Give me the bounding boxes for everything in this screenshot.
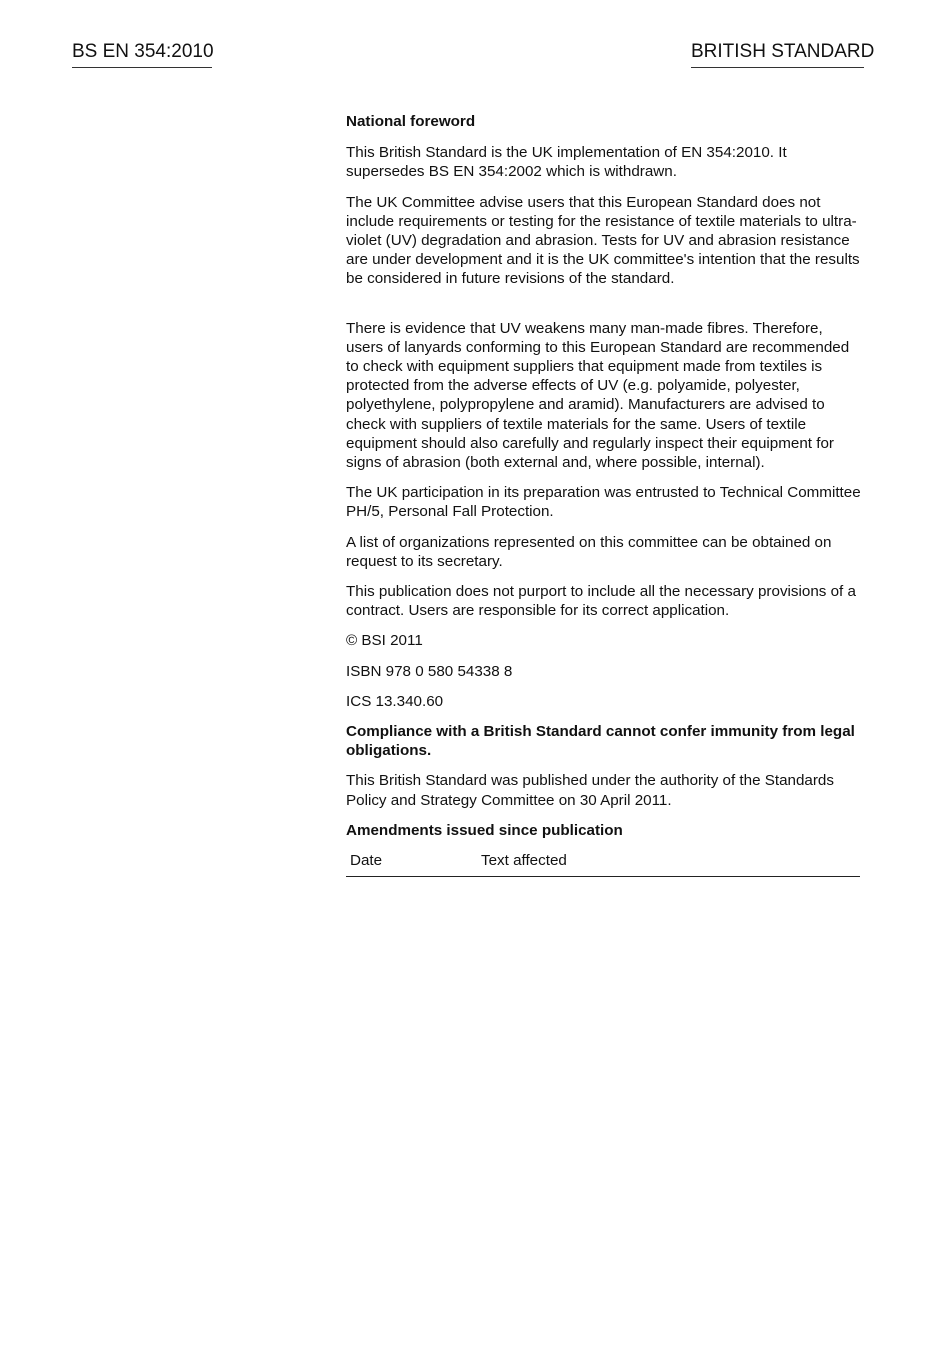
compliance-notice: Compliance with a British Standard cannot confer immunity from legal obligations. [346, 723, 855, 760]
paragraph-uv-advice: The UK Committee advise users that this European Standard does not include requirements or testing for the resistance of textile materials to ultra-violet (UV) degradation and abrasion. Tests for UV and abrasion resistance are under development and it is the UK committee's intention that the results be considered in future revisions of the standard. [346, 193, 860, 288]
column-header-date: Date [346, 847, 477, 877]
paragraph-organizations: A list of organizations represented on this committee can be obtained on request to its secretary. [346, 533, 832, 570]
paragraph-committee: The UK participation in its preparation was entrusted to Technical Committee PH/5, Personal Fall Protection. [346, 484, 861, 521]
paragraph-implementation: This British Standard is the UK implementation of EN 354:2010. It supersedes BS EN 354:2002 which is withdrawn. [346, 144, 787, 181]
copyright: © BSI 2011 [346, 632, 423, 650]
amendments-header-row [346, 847, 860, 877]
ics-code: ICS 13.340.60 [346, 692, 444, 710]
publication-note: This British Standard was published under the authority of the Standards Policy and Strategy Committee on 30 April 2011. [346, 772, 834, 809]
national-foreword [346, 112, 862, 877]
amendments-title: Amendments issued since publication [346, 821, 623, 839]
amendments-table [346, 847, 860, 877]
document-id: BS EN 354:2010 [72, 40, 212, 68]
column-header-text-affected: Text affected [477, 847, 860, 877]
paragraph-contract: This publication does not purport to include all the necessary provisions of a contract. Users are responsible for its correct application. [346, 583, 856, 620]
paragraph-uv-evidence: There is evidence that UV weakens many man-made fibres. Therefore, users of lanyards conforming to this European Standard are recommended to check with equipment suppliers that equipment made from textiles is protected from the adverse effects of UV (e.g. polyamide, polyester, polyethylene, polypropylene and aramid). Manufacturers are advised to check with suppliers of textile materials for the same. Users of textile equipment should also carefully and regularly inspect their equipment for signs of abrasion (both external and, where possible, internal). [346, 319, 850, 472]
standard-label: BRITISH STANDARD [691, 40, 864, 68]
foreword-title: National foreword [346, 113, 476, 130]
isbn: ISBN 978 0 580 54338 8 [346, 662, 513, 680]
